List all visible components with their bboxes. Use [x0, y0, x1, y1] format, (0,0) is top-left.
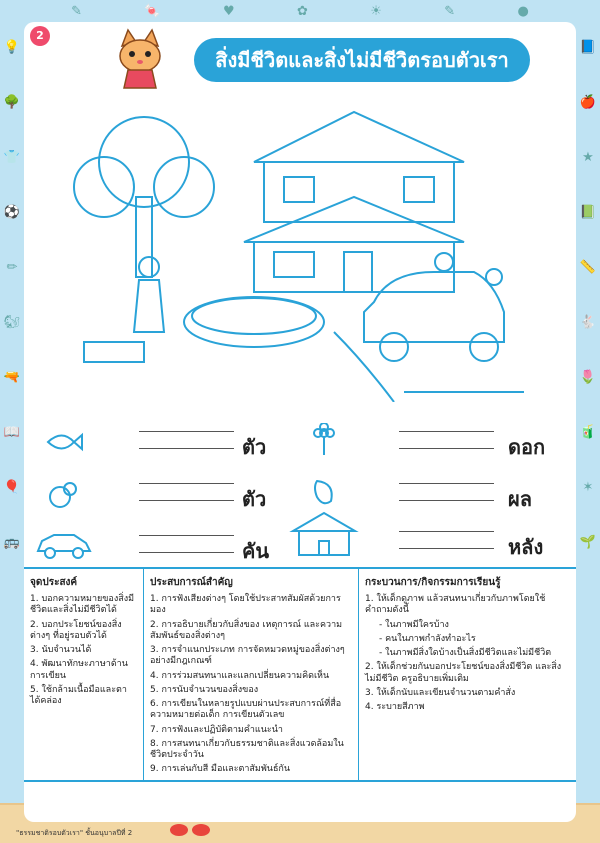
- list-item: 4. พัฒนาทักษะภาษาด้านการเขียน: [30, 659, 128, 681]
- list-item: 9. การเล่นกับสี มือและตาสัมพันธ์กัน: [150, 764, 291, 775]
- decorative-border-right: 📘 🍎 ★ 📗 📏 🐇 🌷 🧃 ✶ 🌱: [579, 40, 597, 550]
- activities-heading: กระบวนการ/กิจกรรมการเรียนรู้: [365, 577, 501, 588]
- answer-row-chick: [44, 469, 266, 509]
- answer-line[interactable]: [139, 535, 234, 536]
- counting-answer-area: [24, 417, 576, 567]
- unit-label: ตัว: [242, 435, 267, 459]
- answer-line[interactable]: [139, 431, 234, 432]
- answer-line[interactable]: [399, 548, 494, 549]
- list-item: 8. การสนทนาเกี่ยวกับธรรมชาติและสิ่งแวดล้อมในชีวิตประจำวัน: [150, 738, 344, 760]
- answer-line[interactable]: [399, 483, 494, 484]
- answer-line[interactable]: [139, 500, 234, 501]
- answer-row-fish: [44, 417, 266, 457]
- key-experiences-heading: ประสบการณ์สำคัญ: [150, 577, 233, 588]
- activities-column: [359, 569, 576, 780]
- worksheet: [24, 22, 576, 822]
- list-item: 3. การจำแนกประเภท การจัดหมวดหมู่ของสิ่งต่างๆ อย่างมีกฎเกณฑ์: [150, 645, 345, 667]
- answer-line[interactable]: [399, 500, 494, 501]
- list-item: 2. ให้เด็กช่วยกันบอกประโยชน์ของสิ่งมีชีวิต และสิ่งไม่มีชีวิต ครูอธิบายเพิ่มเติม: [365, 662, 562, 684]
- unit-label: คัน: [242, 539, 270, 563]
- list-item: 6. การเขียนในหลายรูปแบบผ่านประสบการณ์ที่สื่อความหมายต่อเด็ก การเขียนตัวเลข: [150, 699, 342, 721]
- decorative-border-top: ✎ 🍬 ♥ ✿ ☀ ✎ ●: [71, 3, 529, 19]
- page-title: สิ่งมีชีวิตและสิ่งไม่มีชีวิตรอบตัวเรา: [194, 38, 530, 82]
- list-item: 7. การฟังและปฏิบัติตามคำแนะนำ: [150, 724, 283, 735]
- page-number-badge: 2: [30, 26, 50, 46]
- answer-line[interactable]: [399, 531, 494, 532]
- list-item: - ในภาพมีสิ่งใดบ้างเป็นสิ่งมีชีวิตและไม่มีชีวิต: [379, 648, 552, 658]
- answer-row-house: [289, 517, 543, 557]
- car-icon: [34, 527, 94, 561]
- answer-line[interactable]: [139, 448, 234, 449]
- list-item: 5. การนับจำนวนของสิ่งของ: [150, 684, 259, 695]
- list-item: 3. นับจำนวนได้: [30, 645, 92, 655]
- unit-label: ดอก: [508, 435, 546, 459]
- crab-icon: [165, 819, 215, 837]
- list-item: 1. บอกความหมายของสิ่งมีชีวิตและสิ่งไม่มีชีวิตได้: [30, 594, 135, 616]
- answer-row-car: [34, 521, 269, 561]
- objectives-column: [24, 569, 144, 780]
- chick-icon: [44, 479, 84, 509]
- house-icon: [289, 511, 359, 557]
- list-item: 5. ใช้กล้ามเนื้อมือและตาได้คล่อง: [30, 684, 127, 706]
- list-item: 1. การฟังเสียงต่างๆ โดยใช้ประสาทสัมผัสด้วยการมอง: [150, 594, 341, 616]
- list-item: - คนในภาพกำลังทำอะไร: [379, 633, 476, 644]
- flower-icon: [309, 423, 339, 457]
- cat-mascot-icon: [108, 28, 172, 92]
- list-item: 2. บอกประโยชน์ของสิ่งต่างๆ ที่อยู่รอบตัวได้: [30, 619, 122, 641]
- objectives-heading: จุดประสงค์: [30, 577, 78, 588]
- list-item: 1. ให้เด็กดูภาพ แล้วสนทนาเกี่ยวกับภาพโดยใช้คำถามดังนี้: [365, 594, 546, 616]
- key-experiences-column: [144, 569, 359, 780]
- answer-line[interactable]: [399, 448, 494, 449]
- decorative-border-left: 💡 🌳 👕 ⚽ ✏ 🐿 🔫 📖 🎈 🚌: [3, 40, 21, 550]
- answer-row-flower: [309, 417, 545, 457]
- list-item: - ในภาพมีใครบ้าง: [379, 619, 449, 630]
- unit-label: ผล: [508, 487, 532, 511]
- answer-line[interactable]: [139, 483, 234, 484]
- answer-line[interactable]: [139, 552, 234, 553]
- answer-row-mango: [309, 469, 532, 509]
- fish-icon: [44, 427, 84, 457]
- answer-line[interactable]: [399, 431, 494, 432]
- list-item: 2. การอธิบายเกี่ยวกับสิ่งของ เหตุการณ์ และความสัมพันธ์ของสิ่งต่างๆ: [150, 619, 343, 641]
- unit-label: ตัว: [242, 487, 267, 511]
- house-yard-scene-illustration: [64, 102, 524, 402]
- lesson-plan-table: [24, 567, 576, 782]
- footer-book-reference: "ธรรมชาติรอบตัวเรา" ชั้นอนุบาลปีที่ 2: [16, 829, 133, 837]
- unit-label: หลัง: [508, 535, 544, 559]
- mango-icon: [309, 475, 339, 509]
- list-item: 3. ให้เด็กนับและเขียนจำนวนตามคำสั่ง: [365, 687, 516, 698]
- list-item: 4. ระบายสีภาพ: [365, 702, 425, 712]
- list-item: 4. การร่วมสนทนาและแลกเปลี่ยนความคิดเห็น: [150, 670, 330, 681]
